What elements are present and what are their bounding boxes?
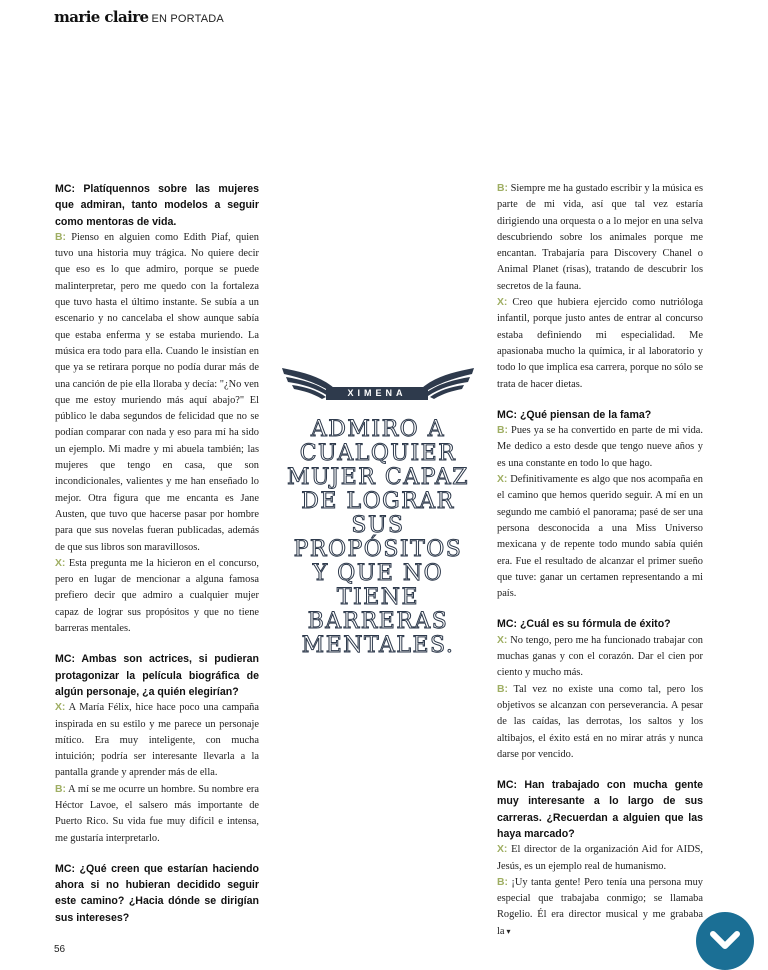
interview-answer (497, 181, 703, 295)
paragraph-gap (497, 763, 703, 777)
brand-logo: marie claire (54, 8, 149, 26)
answer-text: A María Félix, hice hace poco una campaña inspirada en su estilo y me parece un personaje mítico. Era muy inteligente, con mucha intuición; podría ser interesante llevarla a la pantalla grande y aprender más de ella. (55, 702, 259, 779)
answer-text: Esta pregunta me la hicieron en el concurso, pero en lugar de mencionar a alguna famosa prefiero decir que admiro a cualquier mujer capaz de lograr sus propósitos y que no tiene barreras mentales. (55, 557, 259, 635)
answer-text: Pienso en alguien como Edith Piaf, quien tuvo una historia muy trágica. No quiere decir que eso es lo que admiro, porque se puede malinterpretar, pero me quedo con la fortaleza que tuvo hasta el último instante. Se subía a un escenario y no cancelaba el show aunque sabía que estaba enferma y se estaba muriendo. La música era todo para ella. Cuando le insistían en que ya se retirara porque no podía durar más de una canción de pie ella lloraba y decía: "¿No ven que me estoy muriendo más aquí abajo?" El público le daba segundos de felicidad que no se podían comparar con nada y eso para mí ha sido un ejemplo. Mi madre y mi abuela también; las mujeres que tengo en casa, que son incondicionales, valientes y me han enseñado lo mejor. Otra figura que me encanta es Jane Austen, que tuvo que hacerse pasar por hombre para que sus novelas fueran publicadas, además de que sus libros son maravillosos. (55, 231, 259, 553)
answer-text: Pues ya se ha convertido en parte de mi vida. Me dedico a esto desde que tengo nueve años y es una constante en todo lo que hago. (497, 425, 703, 469)
wings-emblem (282, 362, 474, 404)
speaker-initial: B: (497, 876, 508, 888)
interview-question: MC: ¿Qué piensan de la fama? (497, 408, 652, 421)
interview-question: MC: Ambas son actrices, si pudieran protagonizar la película biográfica de algún personaje, ¿a quién elegirían? (55, 653, 259, 698)
answer-text: Definitivamente es algo que nos acompaña en el camino que hemos querido seguir. A mí en un segundo me cambió el panorama; pasé de ser una persona desconocida a una Miss Universo mexicana y de repente todo mundo sabía quién era. Fue el resultado de alcanzar el primer sueño que tuve: ganar un certamen representando a mi país. (497, 474, 703, 600)
left-column (55, 181, 259, 926)
speaker-initial: X: (497, 297, 508, 309)
interview-answer (55, 782, 259, 847)
speaker-initial: B: (497, 683, 508, 695)
interview-question: MC: Han trabajado con mucha gente muy interesante a lo largo de sus carreras. ¿Recuerdan a alguien que las haya marcado? (497, 779, 703, 840)
interview-answer (55, 700, 259, 781)
speaker-initial: B: (497, 183, 508, 194)
interview-question: MC: ¿Qué creen que estarían haciendo ahora si no hubieran decidido seguir este camino? ¿Hacia dónde se dirigían sus intereses? (55, 862, 259, 924)
answer-text: A mí se me ocurre un hombre. Su nombre era Héctor Lavoe, el salsero más importante de Puerto Rico. Su vida fue muy difícil e intensa, me gustaría interpretarlo. (55, 783, 259, 844)
continues-marker: ▾ (506, 926, 511, 936)
paragraph-gap (497, 602, 703, 616)
interview-question: MC: Platíquennos sobre las mujeres que admiran, tanto modelos a seguir como mentoras de vida. (55, 183, 259, 228)
speaker-initial: B: (55, 231, 66, 243)
answer-text: Tal vez no existe una como tal, pero los objetivos se alcanzan con perseverancia. A pesar de las caídas, las derrotas, los saltos y los altibajos, el éxito está en no mirar atrás y nunca darse por vencido. (497, 683, 703, 760)
answer-text: El director de la organización Aid for AIDS, Jesús, es un ejemplo real de humanismo. (497, 844, 703, 872)
speaker-initial: X: (497, 474, 508, 486)
ximena-name-band: XIMENA (326, 387, 428, 400)
interview-answer (497, 633, 703, 682)
interview-answer (497, 875, 703, 940)
answer-text: Siempre me ha gustado escribir y la música es parte de mi vida, así que tal vez estaría dirigiendo una orquesta o a lo mejor en una selva descubriendo sobre los animales porque me encantan. Trabajaría para Discovery Chanel o Animal Planet (risas), tratando de descubrir los secretos de la fauna. (497, 183, 703, 292)
scroll-down-button[interactable] (696, 912, 754, 970)
section-label: EN PORTADA (151, 13, 224, 25)
page-header (54, 8, 224, 27)
speaker-initial: X: (497, 634, 508, 646)
paragraph-gap (55, 847, 259, 861)
pull-quote-text: ADMIRO A CUALQUIER MUJER CAPAZ DE LOGRAR SUS PROPÓSITOS Y QUE NO TIENE BARRERAS MENTALES. (286, 417, 470, 658)
interview-answer (497, 842, 703, 875)
interview-answer (497, 472, 703, 602)
chevron-down-icon (709, 928, 741, 954)
interview-answer (497, 423, 703, 472)
interview-question: MC: ¿Cuál es su fórmula de éxito? (497, 618, 671, 631)
interview-answer (497, 295, 703, 393)
interview-answer (497, 682, 703, 763)
answer-text: ¡Uy tanta gente! Pero tenía una persona muy especial que trabajaba conmigo; se llamaba Rogelio. Él era director musical y me grababa la (497, 876, 703, 937)
speaker-initial: B: (497, 425, 508, 437)
speaker-initial: X: (55, 702, 66, 714)
answer-text: No tengo, pero me ha funcionado trabajar con muchas ganas y con el corazón. Dar el cien por ciento y mucho más. (497, 634, 703, 679)
right-column (497, 181, 703, 940)
paragraph-gap (497, 393, 703, 407)
speaker-initial: B: (55, 783, 66, 795)
page-number: 56 (54, 944, 66, 955)
speaker-initial: X: (497, 844, 508, 856)
paragraph-gap (55, 637, 259, 651)
interview-answer (55, 556, 259, 637)
answer-text: Creo que hubiera ejercido como nutrióloga infantil, porque justo antes de entrar al concurso estaba definiendo mi especialidad. Me apasionaba mucho la química, ir al laboratorio y todo lo que implica esa carrera, porque no sólo se trata de hacer dietas. (497, 297, 704, 390)
pull-quote-box (282, 362, 474, 658)
interview-answer (55, 230, 259, 556)
speaker-initial: X: (55, 557, 66, 569)
